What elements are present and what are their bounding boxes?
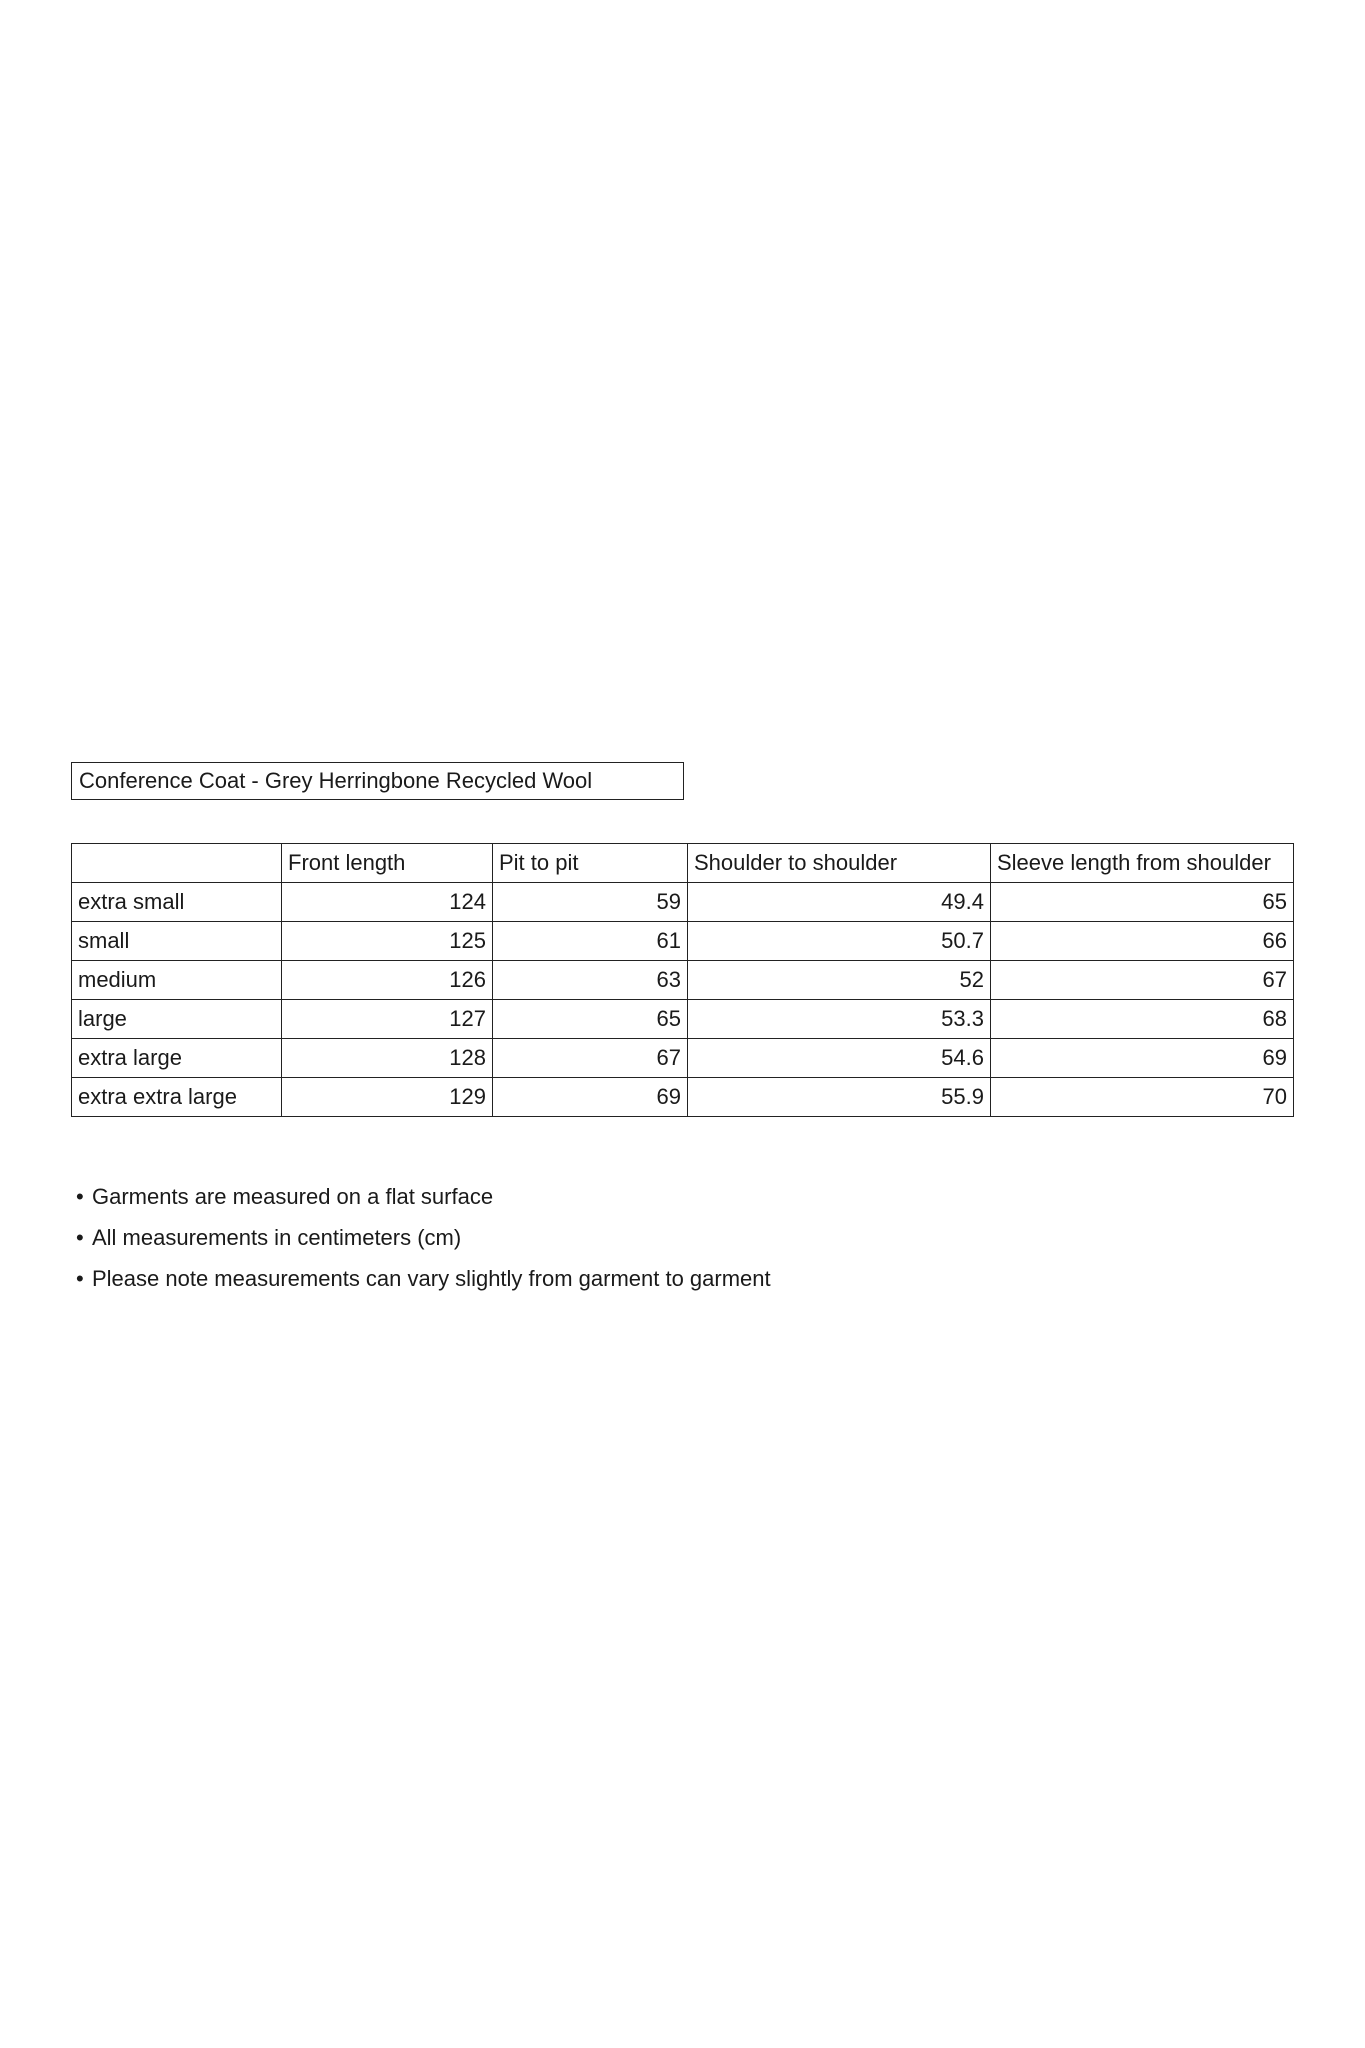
sleeve-length-value: 68	[991, 1000, 1294, 1039]
pit-to-pit-value: 63	[493, 961, 688, 1000]
table-row	[72, 922, 1294, 961]
pit-to-pit-value: 69	[493, 1078, 688, 1117]
pit-to-pit-value: 59	[493, 883, 688, 922]
front-length-value: 128	[282, 1039, 493, 1078]
bullet-icon: •	[76, 1225, 84, 1250]
front-length-value: 127	[282, 1000, 493, 1039]
shoulder-value: 55.9	[688, 1078, 991, 1117]
product-title: Conference Coat - Grey Herringbone Recycled Wool	[71, 762, 684, 800]
size-label: medium	[72, 961, 282, 1000]
note-text: Please note measurements can vary slightly from garment to garment	[92, 1266, 771, 1291]
front-length-value: 129	[282, 1078, 493, 1117]
pit-to-pit-value: 67	[493, 1039, 688, 1078]
table-header-row	[72, 844, 1294, 883]
front-length-value: 126	[282, 961, 493, 1000]
pit-to-pit-value: 65	[493, 1000, 688, 1039]
header-pit-to-pit: Pit to pit	[493, 844, 688, 883]
shoulder-value: 53.3	[688, 1000, 991, 1039]
note-item	[76, 1176, 771, 1217]
shoulder-value: 54.6	[688, 1039, 991, 1078]
pit-to-pit-value: 61	[493, 922, 688, 961]
table-row	[72, 883, 1294, 922]
shoulder-value: 49.4	[688, 883, 991, 922]
sleeve-length-value: 69	[991, 1039, 1294, 1078]
table-row	[72, 1078, 1294, 1117]
table-row	[72, 1000, 1294, 1039]
header-shoulder-to-shoulder: Shoulder to shoulder	[688, 844, 991, 883]
header-sleeve-length: Sleeve length from shoulder	[991, 844, 1294, 883]
size-chart-table	[71, 843, 1294, 1117]
bullet-icon: •	[76, 1184, 84, 1209]
front-length-value: 124	[282, 883, 493, 922]
sleeve-length-value: 70	[991, 1078, 1294, 1117]
table-row	[72, 961, 1294, 1000]
shoulder-value: 50.7	[688, 922, 991, 961]
size-label: extra extra large	[72, 1078, 282, 1117]
note-item	[76, 1217, 771, 1258]
note-item	[76, 1258, 771, 1299]
sleeve-length-value: 66	[991, 922, 1294, 961]
measurement-notes	[76, 1176, 771, 1299]
front-length-value: 125	[282, 922, 493, 961]
shoulder-value: 52	[688, 961, 991, 1000]
sleeve-length-value: 65	[991, 883, 1294, 922]
size-label: large	[72, 1000, 282, 1039]
header-front-length: Front length	[282, 844, 493, 883]
note-text: Garments are measured on a flat surface	[92, 1184, 494, 1209]
sleeve-length-value: 67	[991, 961, 1294, 1000]
header-size	[72, 844, 282, 883]
bullet-icon: •	[76, 1266, 84, 1291]
table-row	[72, 1039, 1294, 1078]
size-label: small	[72, 922, 282, 961]
note-text: All measurements in centimeters (cm)	[92, 1225, 462, 1250]
size-label: extra small	[72, 883, 282, 922]
size-label: extra large	[72, 1039, 282, 1078]
